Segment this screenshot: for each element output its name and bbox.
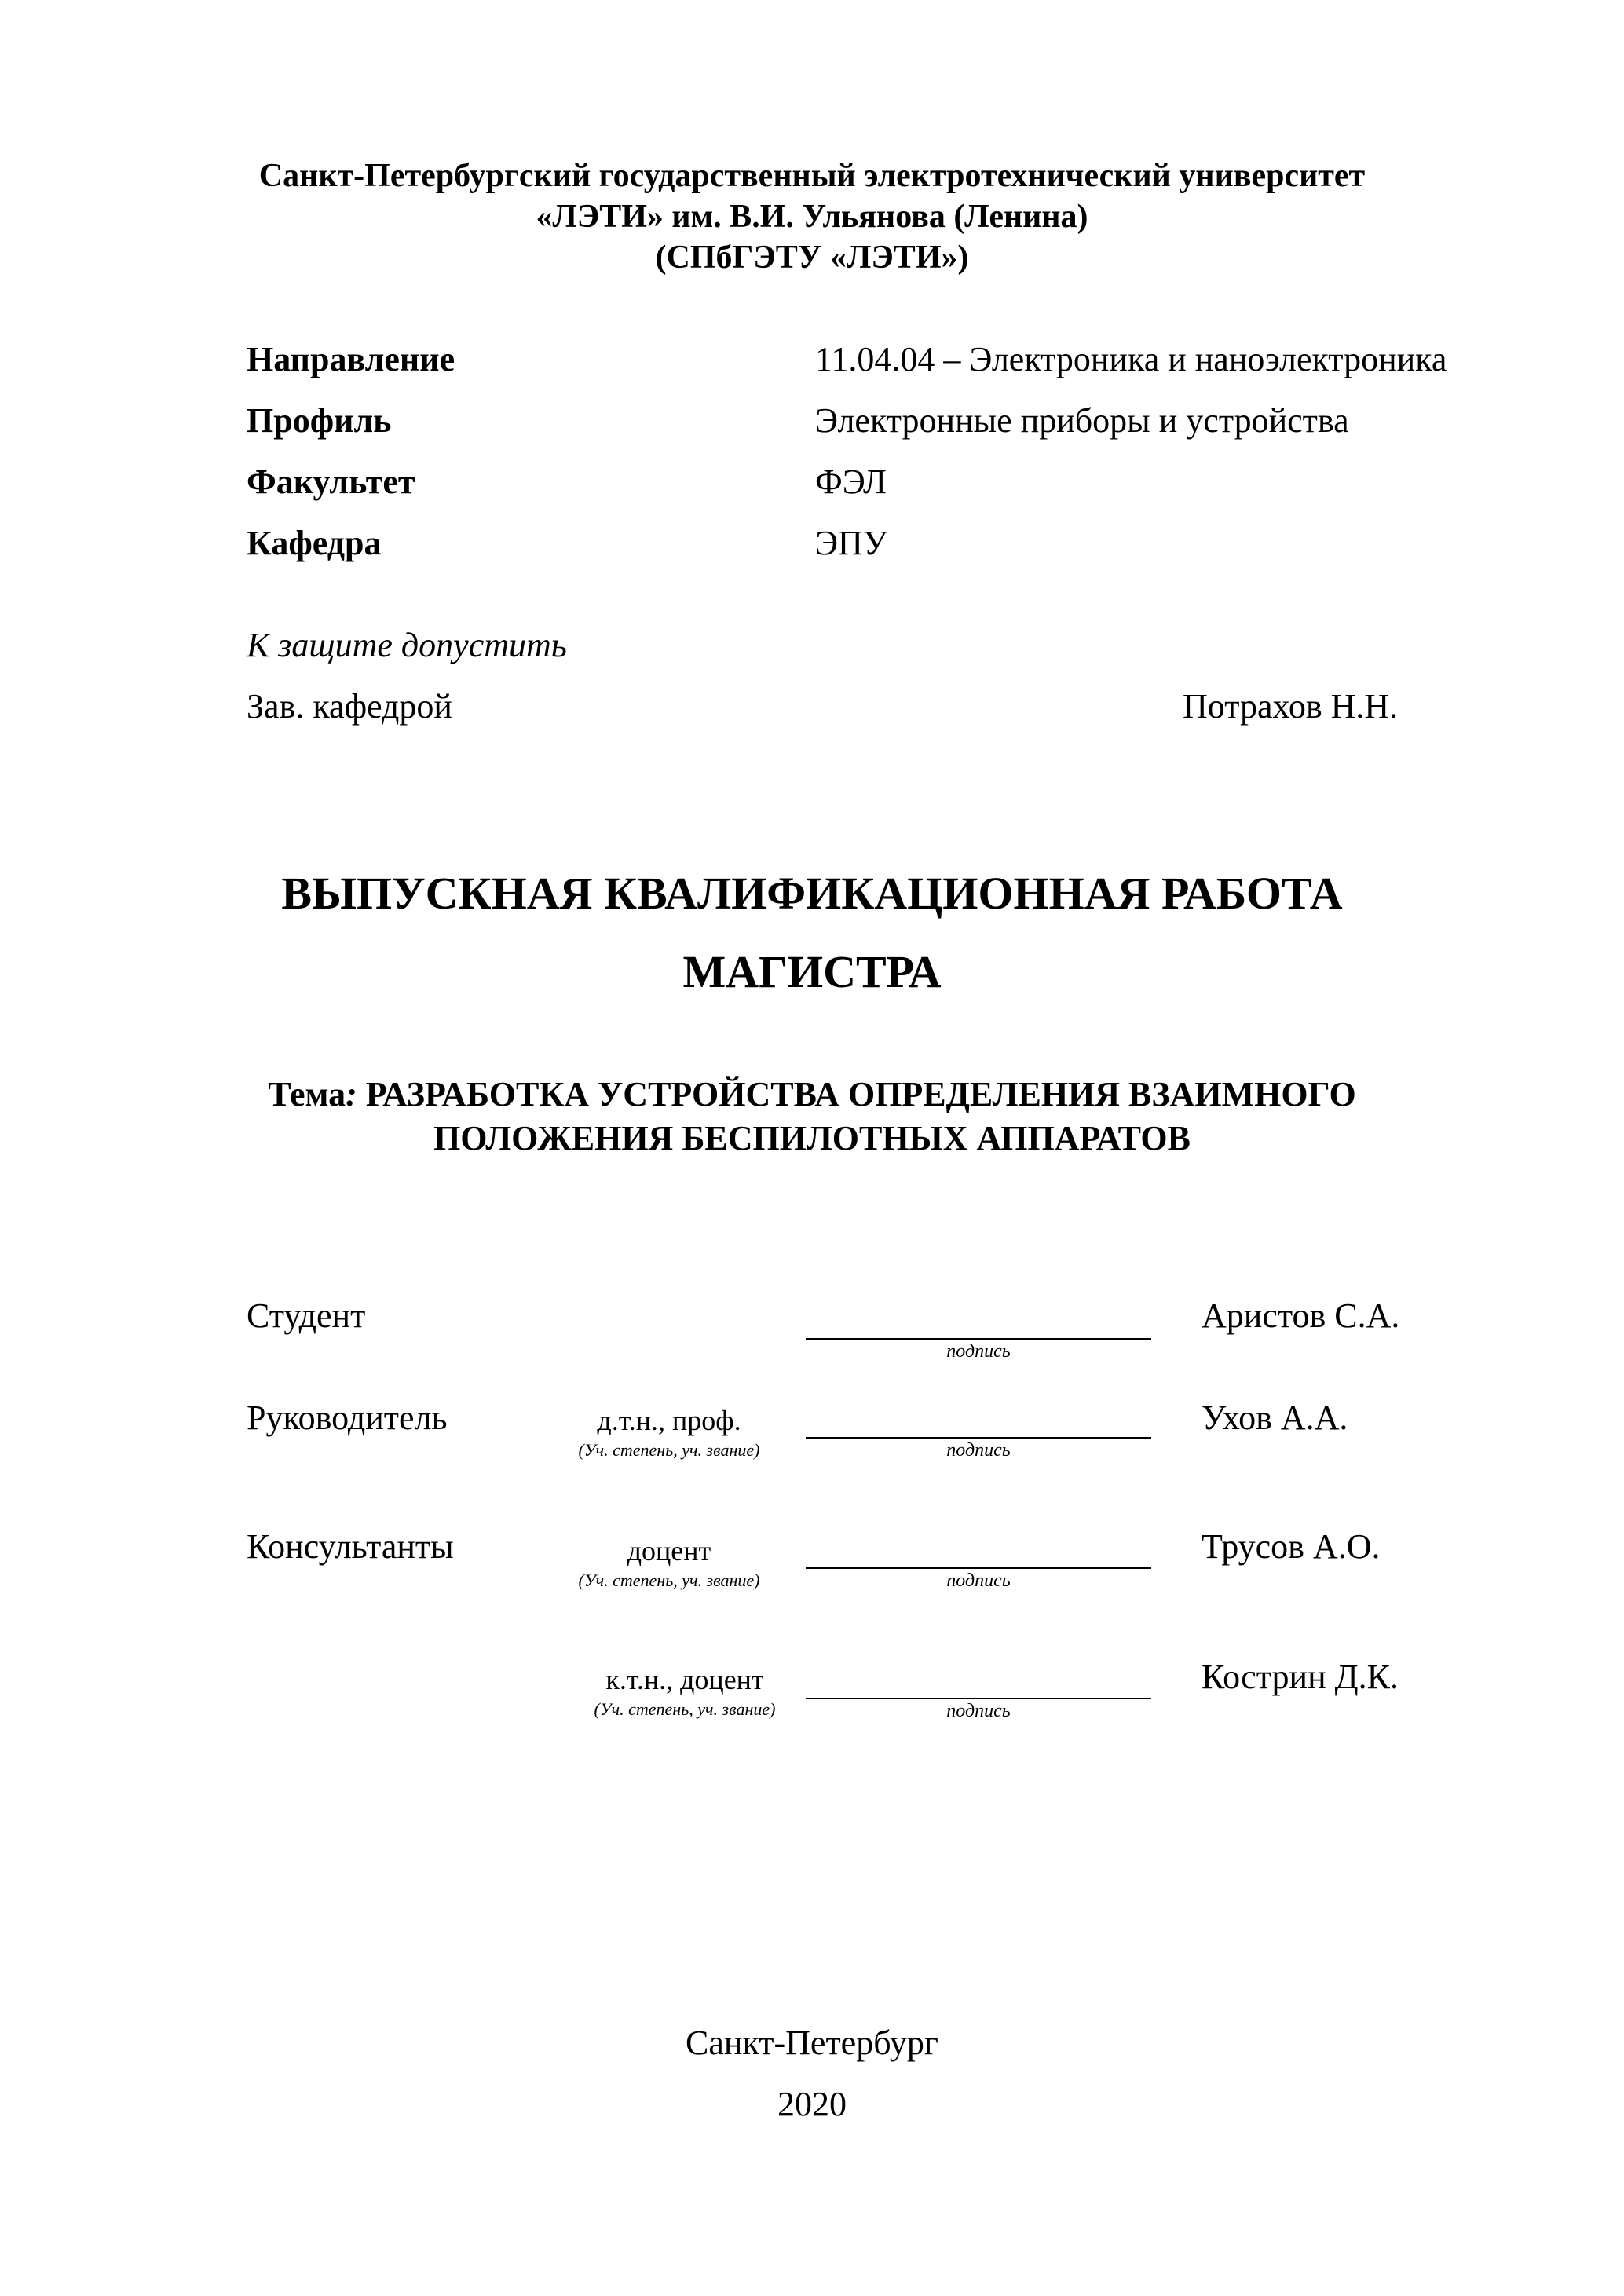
supervisor-degree: д.т.н., проф. bbox=[597, 1405, 741, 1436]
student-name: Аристов С.А. bbox=[1202, 1296, 1400, 1335]
department-value: ЭПУ bbox=[815, 524, 887, 562]
consultants-role: Консультанты bbox=[247, 1527, 454, 1566]
year: 2020 bbox=[777, 2085, 847, 2123]
university-abbreviation: (СПбГЭТУ «ЛЭТИ») bbox=[655, 239, 969, 276]
university-name-line2: «ЛЭТИ» им. В.И. Ульянова (Ленина) bbox=[536, 199, 1088, 235]
department-label: Кафедра bbox=[247, 524, 382, 562]
consultant2-signature-caption: подпись bbox=[946, 1701, 1011, 1721]
consultant2-signature-line bbox=[806, 1698, 1151, 1699]
document-title-line2: МАГИСТРА bbox=[682, 946, 942, 997]
document-title: ВЫПУСКНАЯ КВАЛИФИКАЦИОННАЯ РАБОТА bbox=[281, 868, 1343, 919]
student-signature-line bbox=[806, 1338, 1151, 1340]
student-signature-caption: подпись bbox=[946, 1341, 1011, 1362]
faculty-label: Факультет bbox=[247, 462, 415, 501]
head-of-department-name: Потрахов Н.Н. bbox=[1183, 687, 1399, 726]
faculty-value: ФЭЛ bbox=[815, 462, 887, 501]
direction-value: 11.04.04 – Электроника и наноэлектроника bbox=[815, 340, 1447, 378]
topic-text-line1: РАЗРАБОТКА УСТРОЙСТВА ОПРЕДЕЛЕНИЯ ВЗАИМНОГО bbox=[365, 1075, 1356, 1113]
student-role: Студент bbox=[247, 1296, 366, 1335]
head-of-department-label: Зав. кафедрой bbox=[247, 687, 452, 726]
consultant1-degree-caption: (Уч. степень, уч. звание) bbox=[578, 1570, 760, 1590]
supervisor-signature-line bbox=[806, 1437, 1151, 1439]
topic-text-line2: ПОЛОЖЕНИЯ БЕСПИЛОТНЫХ АППАРАТОВ bbox=[433, 1119, 1191, 1157]
supervisor-role: Руководитель bbox=[247, 1398, 448, 1437]
topic-colon: : bbox=[346, 1075, 357, 1113]
profile-label: Профиль bbox=[247, 401, 392, 440]
profile-value: Электронные приборы и устройства bbox=[815, 401, 1349, 440]
direction-label: Направление bbox=[247, 340, 455, 378]
topic-prefix: Тема bbox=[268, 1075, 346, 1113]
consultant2-name: Кострин Д.К. bbox=[1202, 1658, 1399, 1696]
supervisor-signature-caption: подпись bbox=[946, 1440, 1011, 1461]
consultant1-name: Трусов А.О. bbox=[1202, 1527, 1381, 1566]
consultant1-signature-caption: подпись bbox=[946, 1570, 1011, 1591]
city: Санкт-Петербург bbox=[686, 2024, 938, 2062]
approval-text: К защите допустить bbox=[247, 626, 567, 664]
topic-line1 bbox=[0, 1074, 1624, 1114]
consultant2-degree: к.т.н., доцент bbox=[605, 1664, 764, 1695]
supervisor-degree-caption: (Уч. степень, уч. звание) bbox=[578, 1440, 760, 1460]
consultant1-degree: доцент bbox=[627, 1535, 711, 1567]
consultant1-signature-line bbox=[806, 1567, 1151, 1569]
consultant2-degree-caption: (Уч. степень, уч. звание) bbox=[594, 1699, 776, 1719]
supervisor-name: Ухов А.А. bbox=[1202, 1398, 1348, 1437]
university-name: Санкт-Петербургский государственный электротехнический университет bbox=[258, 158, 1366, 194]
